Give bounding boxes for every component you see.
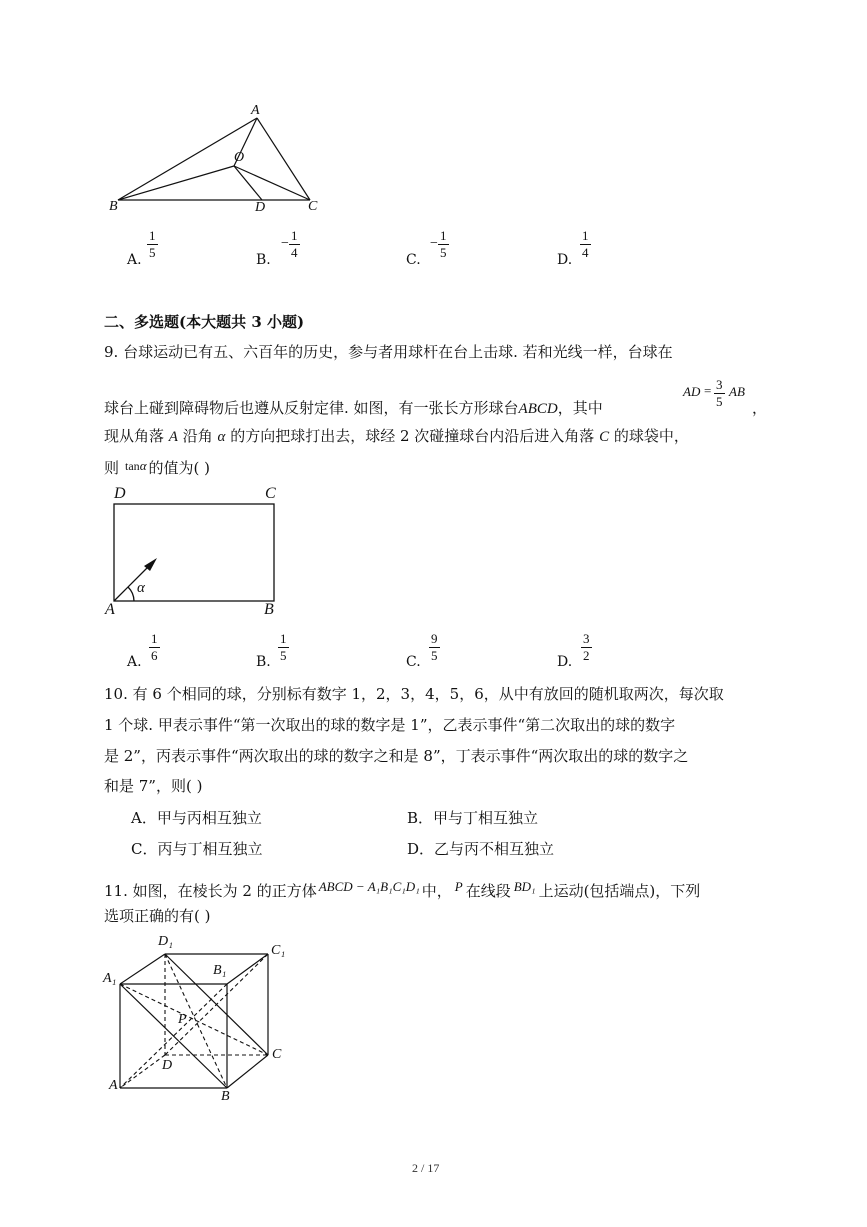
q8-option-c-fraction: 1 5 — [440, 228, 447, 260]
q11-label-A: A — [109, 1078, 118, 1093]
q9-label-D: D — [114, 485, 126, 502]
q9-option-a-label: A. — [127, 654, 142, 670]
q8-option-b-label: B. — [256, 252, 271, 268]
q11-label-D: D — [162, 1058, 173, 1073]
q10-option-a: A．甲与丙相互独立 — [131, 809, 262, 827]
q9-option-c-label: C. — [406, 654, 421, 670]
q8-option-a-fraction: 1 5 — [149, 228, 156, 260]
q9-equation-sign: = — [704, 383, 712, 398]
q10-line-4: 和是 7”，则( ) — [104, 777, 203, 795]
q9-equation-fraction: 3 5 — [716, 377, 723, 409]
q9-option-b-fraction: 1 5 — [280, 631, 287, 663]
q9-line-3: 现从角落 A 沿角 α 的方向把球打出去，球经 2 次碰撞球台内沿后进入角落 C 的球袋中， — [104, 427, 689, 445]
q11-label-B1: B₁ — [213, 963, 227, 978]
q9-label-B: B — [264, 601, 274, 618]
q8-option-c-sign: − — [430, 236, 438, 251]
q9-line-4: 则 $^{tan}$α 的值为( ) — [104, 458, 210, 477]
q10-line-2: 1 个球. 甲表示事件“第一次取出的球的数字是 1”，乙表示事件“第二次取出的球的数字 — [104, 716, 676, 734]
q8-option-d-label: D. — [557, 252, 573, 268]
q8-option-b-fraction: 1 4 — [291, 228, 298, 260]
q11-line-1: 11. 如图，在棱长为 2 的正方体 ABCD − A₁B₁C₁D₁ 中， P 在线段 BD₁ 上运动(包括端点)，下列 — [104, 879, 701, 900]
q9-label-C: C — [265, 485, 276, 502]
q8-option-b-sign: − — [281, 236, 289, 251]
q8-label-O: O — [234, 150, 245, 165]
page-number: 2 / 17 — [412, 1161, 440, 1175]
q9-line-2: 球台上碰到障碍物后也遵从反射定律. 如图，有一张长方形球台ABCD，其中 — [104, 399, 603, 417]
q8-label-A: A — [251, 103, 260, 118]
q9-label-alpha: α — [137, 580, 145, 596]
q8-option-c-label: C. — [406, 252, 421, 268]
q11-line-2: 选项正确的有( ) — [104, 907, 211, 925]
section-heading: 二、多选题(本大题共 3 小题) — [104, 313, 305, 331]
q11-label-C: C — [272, 1047, 282, 1062]
q10-option-c: C．丙与丁相互独立 — [131, 840, 263, 858]
q10-option-b: B．甲与丁相互独立 — [407, 809, 539, 827]
q9-line-2-end: ， — [752, 399, 768, 417]
q9-label-A: A — [105, 601, 115, 618]
q9-equation-lhs: AD — [683, 384, 701, 399]
q8-option-d-fraction: 1 4 — [582, 228, 589, 260]
q9-line-1: 9. 台球运动已有五、六百年的历史，参与者用球杆在台上击球. 若和光线一样，台球在 — [104, 343, 673, 361]
q11-label-A1: A₁ — [103, 971, 117, 986]
q9-option-c-fraction: 9 5 — [431, 631, 438, 663]
q9-option-d-label: D. — [557, 654, 573, 670]
q11-label-D1: D₁ — [158, 934, 173, 949]
q9-option-d-fraction: 3 2 — [583, 631, 590, 663]
q8-option-a-label: A. — [127, 252, 142, 268]
q10-line-1: 10. 有 6 个相同的球，分别标有数字 1，2，3，4，5，6，从中有放回的随机取两次，每次取 — [104, 685, 724, 703]
q9-equation-rhs: AB — [729, 384, 745, 399]
q10-option-d: D．乙与丙不相互独立 — [407, 840, 555, 858]
q9-option-b-label: B. — [256, 654, 271, 670]
q11-label-B: B — [221, 1089, 230, 1104]
q11-label-P: P — [178, 1012, 187, 1027]
q10-line-3: 是 2”，丙表示事件“两次取出的球的数字之和是 8”，丁表示事件“两次取出的球的数字之 — [104, 747, 689, 765]
q11-label-C1: C₁ — [271, 943, 286, 958]
q9-option-a-fraction: 1 6 — [151, 631, 158, 663]
q8-label-D: D — [255, 200, 266, 215]
q8-label-C: C — [308, 199, 318, 214]
q8-label-B: B — [109, 199, 118, 214]
